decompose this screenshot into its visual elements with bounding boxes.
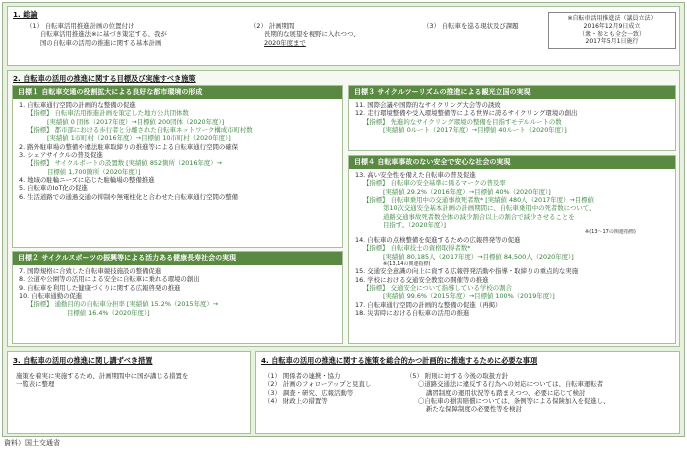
text-line: （2） 計画のフォローアップと見直し — [264, 380, 372, 389]
text-line: （2） 計画期間 — [250, 22, 295, 30]
text-line: 国の自転車の活用の推進に関する基本計画 — [40, 38, 162, 47]
text-line: 2016年12月9日成立 — [583, 22, 641, 30]
indicator-line: [実績値 0 団体（2017年度）→目標値 200団体（2020年度）] — [47, 117, 225, 126]
indicator-line: [実績値 99.6%（2015年度）→目標値 100%（2019年度）] — [383, 292, 555, 301]
measure-item: 13. 高い安全性を備えた自転車の普及促進 — [355, 171, 476, 180]
goal-3-body — [349, 99, 675, 134]
section-4-left — [264, 372, 371, 405]
section-goals — [7, 70, 680, 347]
text-line: 新たな保障制度の必要性等を検討 — [426, 405, 522, 414]
planning-period — [250, 22, 400, 49]
section-measures — [7, 351, 251, 434]
indicator-line: 【指標】 都市部における歩行者と分離された自転車ネットワーク構成市町村数 — [27, 126, 253, 135]
indicator-line: 【指標】 自転車活用推進計画を策定した地方公共団体数 — [27, 109, 189, 118]
goal-1-header: 目標１ 自転車交通の役割拡大による良好な都市環境の形成 — [13, 86, 342, 99]
indicator-line: 【指標】 自転車の安全基準に係るマークの普及率 — [363, 179, 506, 188]
text-line: 〇道路交通法に違反する行為への対応については、自転車運転者 — [418, 380, 604, 389]
period-end: 2020年度まで — [264, 38, 306, 47]
indicator-line: 目標値 16.4%（2020年度）] — [67, 308, 150, 317]
indicator-line: 道路交通事故死者数全体の減少割合以上の割合で減少させることを — [383, 212, 575, 221]
goal-4-header: 目標４ 自転車事故のない安全で安心な社会の実現 — [349, 156, 675, 169]
measure-item: 8. 公道や公園等の活用による安全に自転車に乗れる環境の創出 — [19, 275, 200, 284]
measure-item: 7. 国際規格に合致した自転車競技施設の整備促進 — [19, 267, 162, 276]
indicator-line: [実績値 80,185人（2017年度）→目標値 84,500人（2020年度）] — [383, 252, 574, 261]
indicator-line: 目指す。（2020年度）] — [383, 221, 446, 230]
indicator-line: [実績値 1市町村（2016年度）→目標値 10市町村（2020年度）] — [47, 134, 231, 143]
text-line: （3） 調査・研究、広報活動等 — [264, 388, 354, 397]
indicator-line: 目標値 1,700箇所（2020年度）] — [47, 167, 141, 176]
measure-item: 9. 自転車を利用した健康づくりに関する広報啓発の推進 — [19, 283, 181, 292]
measure-item: 14. 自転車の点検整備を促進するための広報啓発等の促進 — [355, 235, 521, 244]
measure-item: 11. 国際会議や国際的なサイクリング大会等の誘致 — [355, 101, 501, 110]
section-1-title: 1. 総論 — [13, 10, 38, 19]
indicator-line: 【指標】 交通安全について指導している学校の割合 — [363, 284, 512, 293]
measure-item: 15. 交通安全意識の向上に資する広報啓発活動や指導・取締りの重点的な実施 — [355, 267, 579, 276]
measure-item: 2. 路外駐車場の整備や違法駐車取締りの推進等による自転車通行空間の確保 — [19, 142, 239, 151]
measure-item: 16. 学校における交通安全教室の開催等の推進 — [355, 275, 489, 284]
indicator-line: 【指標】 通勤目的の自転車分担率 [実績値 15.2%（2015年度）→ — [27, 300, 219, 309]
measure-item: 3. シェアサイクルの普及促進 — [19, 151, 103, 160]
measure-item: 17. 自転車通行空間の計画的な整備の促進（再掲） — [355, 300, 502, 309]
text-line: ※自転車活用推進法（議員立法） — [567, 15, 657, 22]
indicator-line: 【指標】 自転車技士の資格取得者数* — [363, 244, 471, 253]
text-line: （衆・参とも全会一致） — [578, 30, 645, 38]
text-line: （4） 財政上の措置等 — [264, 396, 328, 405]
section-2-title: 2. 自転車の活用の推進に関する目標及び実施すべき施策 — [13, 74, 196, 83]
goal-3-header: 目標３ サイクルツーリズムの推進による観光立国の実現 — [349, 86, 675, 99]
section-4-title: 4. 自転車の活用の推進に関する施策を総合的かつ計画的に推進するために必要な事項 — [261, 356, 538, 365]
goal-2-header: 目標２ サイクルスポーツの振興等による活力ある健康長寿社会の実現 — [13, 252, 342, 265]
planning-position — [26, 22, 236, 47]
goal-1-body — [13, 99, 342, 201]
indicator-line: [実績値 0ルート（2017年度）→目標値 40ルート（2020年度）] — [383, 126, 567, 135]
text-line: 施策を着実に実施するため、計画期間中に国が講じる措置を — [16, 372, 189, 380]
text-line: 長期的な展望を視野に入れつつ、 — [264, 30, 360, 39]
goal-1-box — [12, 85, 343, 248]
indicator-line: 第10次交通安全基本計画の計画期間に、自転車乗用中の死者数について、 — [383, 204, 596, 213]
figure-frame — [2, 2, 685, 437]
measure-item: 10. 自転車通勤の促進 — [19, 292, 83, 301]
measure-item: 12. 走行環境整備や受入環境整備等による世界に誇るサイクリング環境の創出 — [355, 109, 578, 118]
measure-item: 1. 自転車通行空間の計画的な整備の促進 — [19, 101, 136, 110]
goal-2-box — [12, 251, 343, 344]
indicator-line: [実績値 29.2%（2016年度）→目標値 40%（2020年度）] — [383, 187, 551, 196]
goal-4-body — [349, 169, 675, 317]
text-line: 一覧表に整理 — [16, 380, 55, 389]
measure-item: 5. 自転車のIoT化の促進 — [19, 184, 88, 193]
related-note: ※(13～17の関連指標) — [585, 229, 636, 236]
goal-4-box — [348, 155, 676, 344]
measure-item: 6. 生活道路での通過交通の抑制や無電柱化と合わせた自転車通行空間の整備 — [19, 192, 239, 201]
text-line: （1） 自転車活用推進計画の位置付け — [26, 22, 135, 30]
section-required-matters — [255, 351, 680, 434]
law-note — [548, 12, 676, 49]
section-3-body — [16, 372, 188, 389]
indicator-line: 【指標】 先進的なサイクリング環境の整備を目指すモデルルートの数 — [363, 117, 562, 126]
text-line: 〇自転車の損害賠償については、条例等による保険加入を促進し、 — [418, 396, 610, 405]
related-note: ※(13,14の関連指標) — [383, 260, 431, 267]
current-issues: （3） 自転車を巡る現状及び課題 — [423, 22, 519, 30]
indicator-line: 【指標】 自転車乗用中の交通事故死者数* [実績値 480人（2017年度）→目標値 — [363, 196, 594, 205]
text-line: 講習制度の運用状況等も踏まえつつ、必要に応じて検討 — [426, 388, 586, 397]
text-line: （5） 附則に対する今後の取扱方針 — [406, 372, 508, 380]
source-note: 資料）国土交通省 — [4, 439, 60, 447]
goal-3-box — [348, 85, 676, 151]
section-general — [7, 6, 680, 66]
text-line: 2017年5月1日施行 — [585, 38, 639, 46]
section-3-title: 3. 自転車の活用の推進に関し講ずべき措置 — [13, 356, 153, 365]
measure-item: 4. 地域の駐輪ニーズに応じた駐輪場の整備推進 — [19, 176, 155, 185]
section-4-right — [406, 372, 610, 414]
text-line: （1） 関係者の連携・協力 — [264, 372, 341, 380]
indicator-line: 【指標】 サイクルポートの設置数 [実績値 852箇所（2016年度）→ — [27, 159, 223, 168]
text-line: 自転車活用推進法※に基づき策定する、我が — [40, 30, 167, 39]
goal-2-body — [13, 265, 342, 317]
measure-item: 18. 災害時における自転車の活用の推進 — [355, 309, 470, 318]
